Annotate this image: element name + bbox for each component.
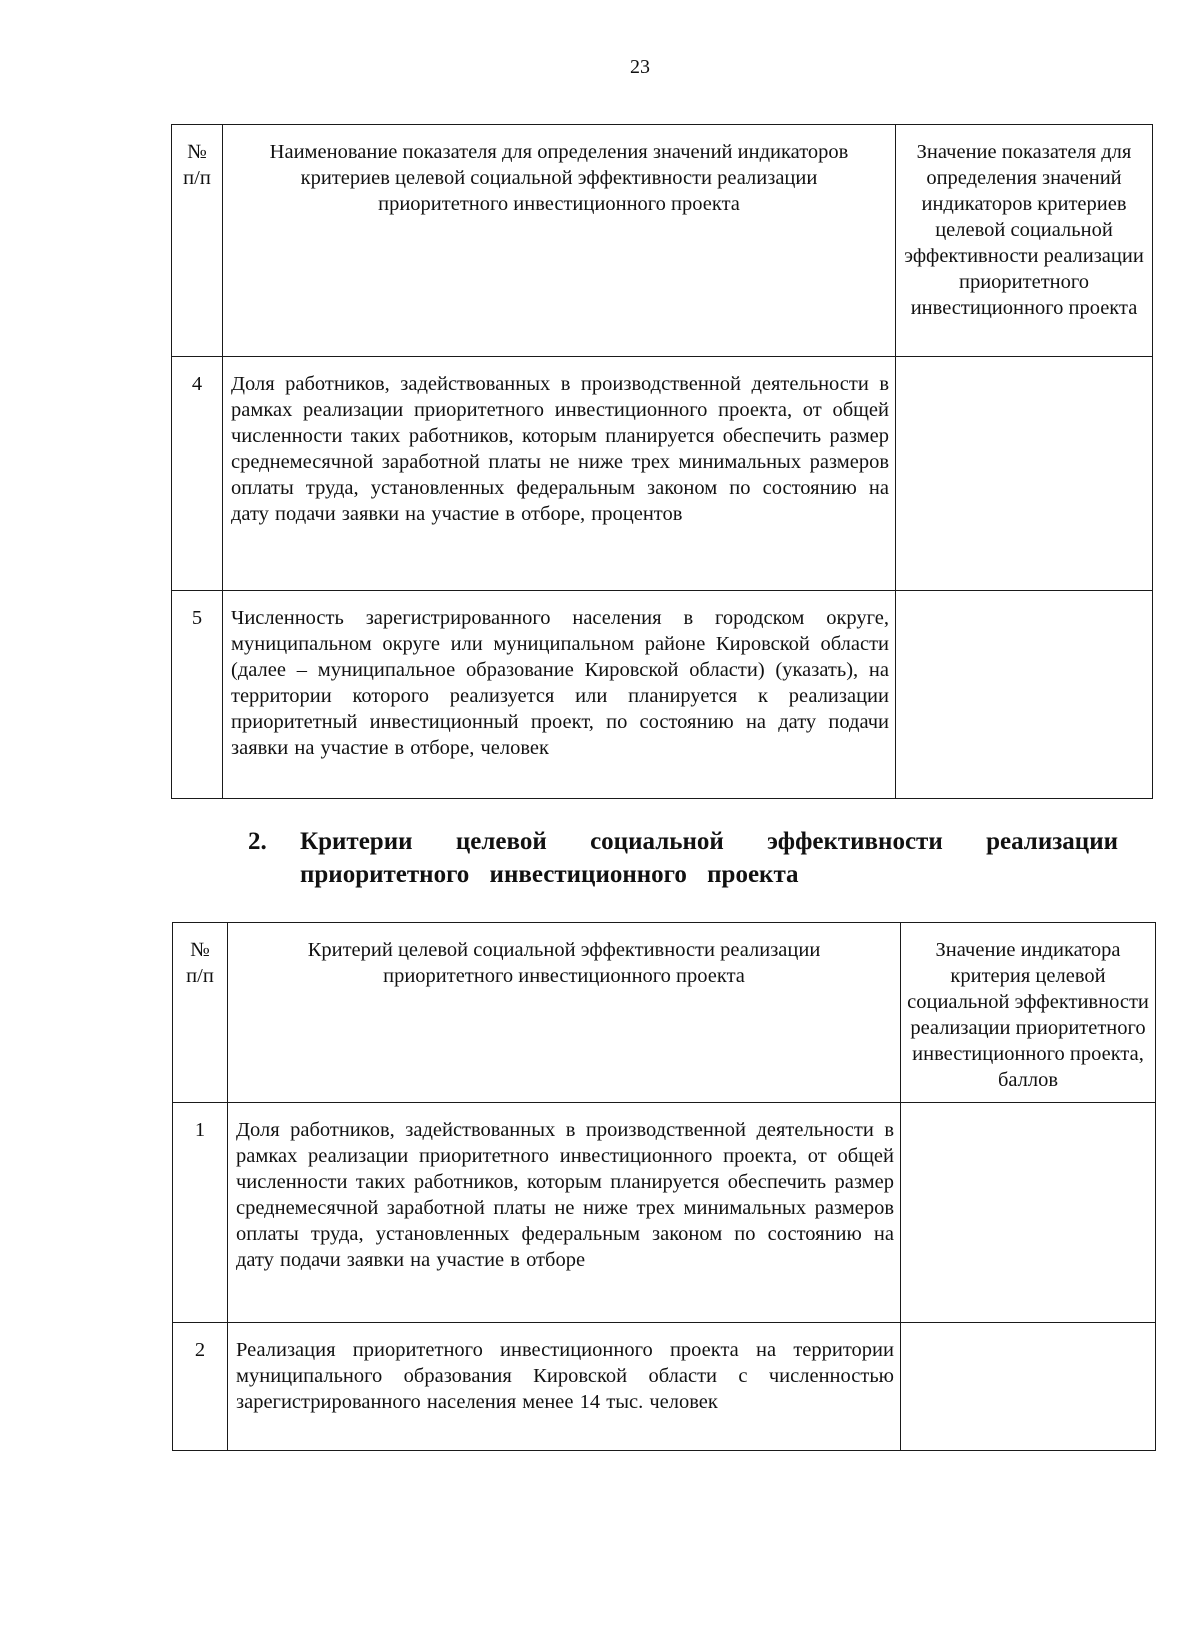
row-num-cell: 5 [172, 591, 223, 799]
row-text-cell: Доля работников, задействованных в производственной деятельности в рамках реализации приоритетного инвестиционного проекта, от общей численности таких работников, которым планируется обеспечить размер среднемесячной заработной платы не ниже трех минимальных размеров оплаты труда, установленных федеральным законом по состоянию на дату подачи заявки на участие в отборе, процентов [223, 357, 896, 591]
section-title: Критерии целевой социальной эффективности реализации приоритетного инвестиционного проекта [300, 828, 1118, 888]
header-value-cell: Значение индикатора критерия целевой социальной эффективности реализации приоритетного инвестиционного проекта, баллов [901, 923, 1156, 1103]
header-num-label: № п/п [183, 141, 211, 189]
table-header-row [172, 125, 1153, 357]
table-header-row [173, 923, 1156, 1103]
table-row [172, 357, 1153, 591]
row-num-cell: 2 [173, 1323, 228, 1451]
header-name-cell: Критерий целевой социальной эффективности реализации приоритетного инвестиционного проекта [228, 923, 901, 1103]
row-text-cell: Доля работников, задействованных в производственной деятельности в рамках реализации приоритетного инвестиционного проекта, от общей численности таких работников, которым планируется обеспечить размер среднемесячной заработной платы не ниже трех минимальных размеров оплаты труда, установленных федеральным законом по состоянию на дату подачи заявки на участие в отборе [228, 1103, 901, 1323]
header-value-cell: Значение показателя для определения значений индикаторов критериев целевой социальной эффективности реализации приоритетного инвестиционного проекта [896, 125, 1153, 357]
row-value-cell [896, 591, 1153, 799]
page-number: 23 [630, 56, 650, 78]
row-text-cell: Реализация приоритетного инвестиционного проекта на территории муниципального образования Кировской области с численностью зарегистрированного населения менее 14 тыс. человек [228, 1323, 901, 1451]
row-value-cell [901, 1103, 1156, 1323]
row-num-cell: 1 [173, 1103, 228, 1323]
criteria-table [172, 922, 1156, 1451]
row-value-cell [896, 357, 1153, 591]
table-row [173, 1323, 1156, 1451]
table-row [172, 591, 1153, 799]
header-name-cell: Наименование показателя для определения значений индикаторов критериев целевой социальной эффективности реализации приоритетного инвестиционного проекта [223, 125, 896, 357]
header-num-label: № п/п [186, 939, 214, 987]
header-num-cell [173, 923, 228, 1103]
section-heading [248, 825, 1118, 891]
indicators-table [171, 124, 1153, 799]
row-num-cell: 4 [172, 357, 223, 591]
row-value-cell [901, 1323, 1156, 1451]
row-text-cell: Численность зарегистрированного населения в городском округе, муниципальном округе или муниципальном районе Кировской области (далее – муниципальное образование Кировской области) (указать), на территории которого реализуется или планируется к реализации приоритетный инвестиционный проект, по состоянию на дату подачи заявки на участие в отборе, человек [223, 591, 896, 799]
section-number: 2. [248, 828, 267, 855]
header-num-cell [172, 125, 223, 357]
table-row [173, 1103, 1156, 1323]
